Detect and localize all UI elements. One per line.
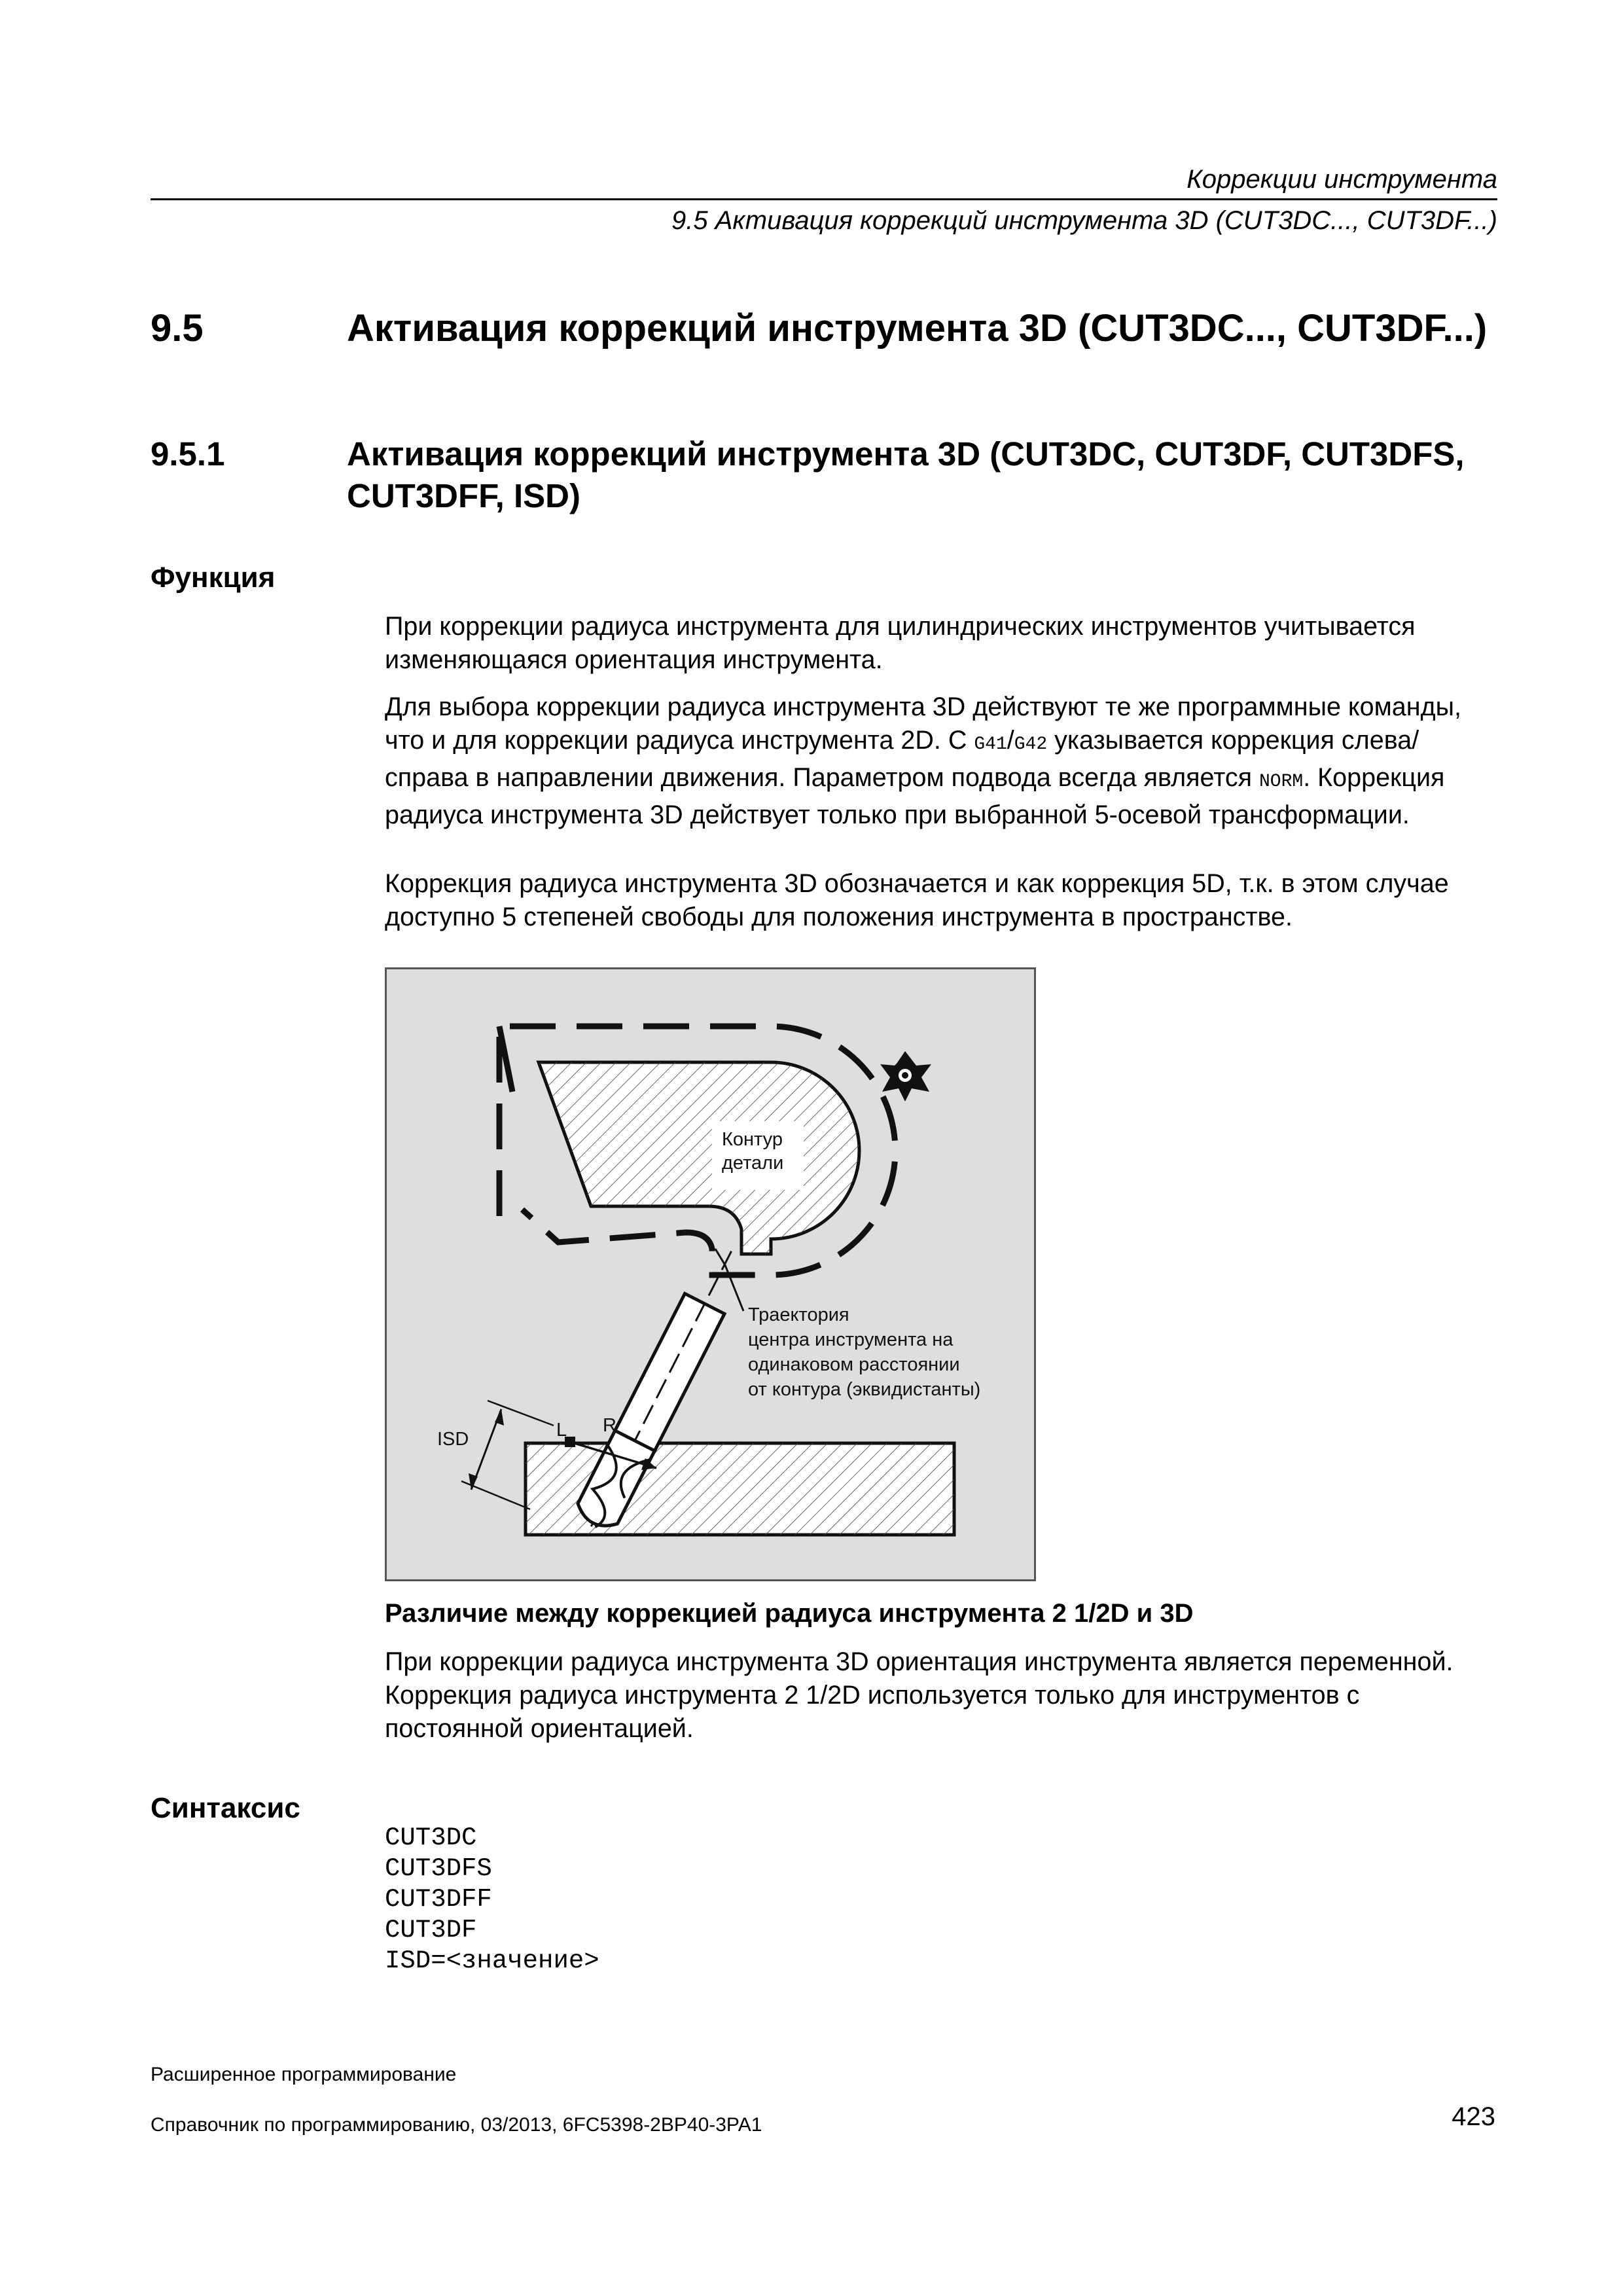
syntax-line: CUT3DFS [385,1854,492,1883]
label-r: R [603,1415,616,1436]
syntax-line: CUT3DFF [385,1885,492,1914]
code-norm: NORM [1258,772,1304,792]
p2-text-3: . Коррекция радиуса инструмента 3D действует только при выбранной 5-осевой трансформации. [385,763,1445,829]
function-paragraph-3: Коррекция радиуса инструмента 3D обозначается и как коррекция 5D, т.к. в этом случае доступно 5 степеней свободы для положения инструмента в пространстве. [385,869,1449,931]
label-path-line1: Траектория [748,1304,849,1325]
subsection-title [347,433,1499,517]
header-rule [151,198,1497,200]
function-paragraph-1: При коррекции радиуса инструмента для цилиндрических инструментов учитывается изменяющаяся ориентация инструмента. [385,612,1416,674]
syntax-code-block [385,1823,599,1977]
label-isd: ISD [437,1429,469,1450]
label-contour-line2: детали [722,1153,784,1174]
label-path-line4: от контура (эквидистанты) [748,1379,981,1400]
tool-offset-figure [385,967,1036,1581]
label-path-line2: центра инструмента на [748,1329,954,1350]
syntax-line: ISD=<значение> [385,1946,599,1975]
comparison-heading: Различие между коррекцией радиуса инструмента 2 1/2D и 3D [385,1599,1194,1628]
p2-text-1: Для выбора коррекции радиуса инструмента 3D действуют те же программные команды, что и для коррекции радиуса инструмента 2D. С [385,692,1461,755]
p2-sep: / [1007,726,1014,755]
function-paragraph-2 [385,691,1497,832]
subsection-number: 9.5.1 [151,435,225,473]
subsection-title-line1: Активация коррекций инструмента 3D (CUT3DC, CUT3DF, CUT3DFS, [347,435,1465,473]
function-heading: Функция [151,562,276,594]
footer-book-title: Расширенное программирование [151,2064,457,2085]
syntax-heading: Синтаксис [151,1792,300,1824]
footer-document-id: Справочник по программированию, 03/2013, 6FC5398-2BP40-3PA1 [151,2114,762,2136]
syntax-line: CUT3DF [385,1916,477,1945]
running-header-chapter: Коррекции инструмента [1186,165,1497,194]
running-header-section: 9.5 Активация коррекций инструмента 3D (CUT3DC..., CUT3DF...) [671,206,1497,235]
page-number: 423 [1452,2102,1495,2131]
section-number: 9.5 [151,307,204,350]
label-l: L [556,1420,567,1441]
comparison-text: При коррекции радиуса инструмента 3D ориентация инструмента является переменной. Коррекция радиуса инструмента 2 1/2D используется только для инструментов с постоянной ориентацией. [385,1647,1454,1743]
subsection-title-line2: CUT3DFF, ISD) [347,477,580,514]
section-title: Активация коррекций инструмента 3D (CUT3DC..., CUT3DF...) [347,307,1488,350]
syntax-line: CUT3DC [385,1823,477,1852]
code-g42: G42 [1014,734,1048,755]
p2-text-2: указывается коррекция слева/справа в направлении движения. Параметром подвода всегда является [385,726,1419,792]
code-g41: G41 [974,734,1007,755]
label-path-line3: одинаковом расстоянии [748,1354,960,1375]
label-contour-line1: Контур [722,1129,783,1150]
